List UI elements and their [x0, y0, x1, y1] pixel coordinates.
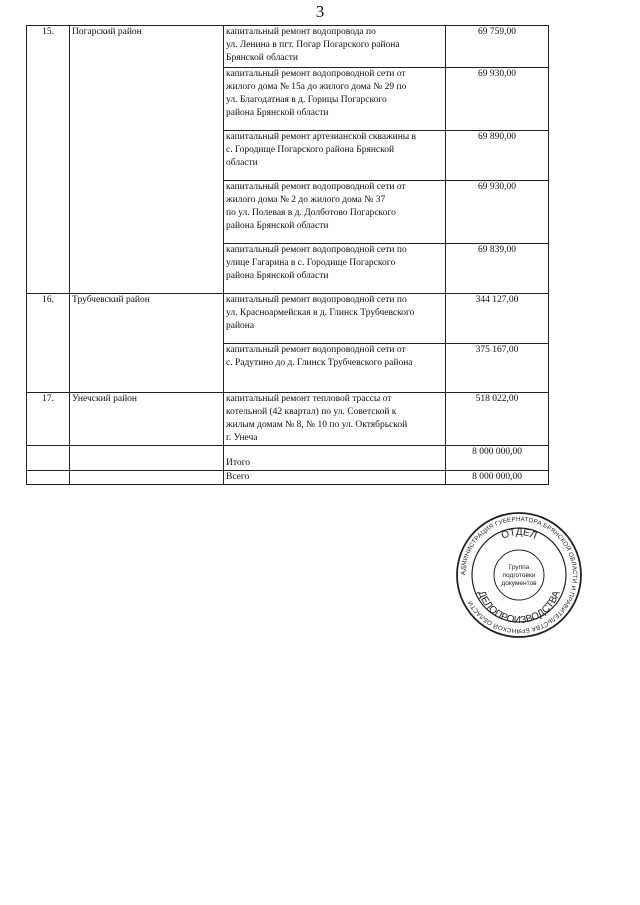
amount-cell: 375 167,00 [446, 344, 549, 393]
amount-cell: 69 890,00 [446, 131, 549, 181]
amount-cell: 69 930,00 [446, 68, 549, 131]
work-description: капитальный ремонт водопроводной сети от жилого дома № 15а до жилого дома № 29 по ул. Благодатная в д. Горицы Погарского района Брянской области [224, 68, 446, 131]
district-name: Погарский район [70, 26, 224, 294]
row-number: 17. [27, 393, 70, 446]
work-description: капитальный ремонт тепловой трассы от котельной (42 квартал) по ул. Советской к жилым домам № 8, № 10 по ул. Октябрьской г. Унеча [224, 393, 446, 446]
funding-table [26, 25, 549, 485]
seal-center-line3: документов [501, 580, 537, 587]
seal-arc-top: ОТДЕЛ [499, 526, 539, 542]
page-number: 3 [315, 2, 325, 21]
table-row [27, 26, 549, 68]
seal-center-line1: Группа [508, 564, 530, 571]
seal-arc-bottom: ДЕЛОПРОИЗВОДСТВА [475, 589, 563, 627]
district-name: Унечский район [70, 393, 224, 446]
table-row [27, 393, 549, 446]
work-description: капитальный ремонт водопроводной сети по ул. Красноармейская в д. Глинск Трубчевского района [224, 294, 446, 344]
amount-cell: 69 930,00 [446, 181, 549, 244]
work-description: капитальный ремонт водопроводной сети по улице Гагарина в с. Городище Погарского района Брянской области [224, 244, 446, 294]
work-description: капитальный ремонт водопровода по ул. Ленина в пгт. Погар Погарского района Брянской области [224, 26, 446, 68]
seal-center-line2: подготовки [502, 572, 536, 579]
amount-cell: 344 127,00 [446, 294, 549, 344]
work-description: капитальный ремонт артезианской скважины в с. Городище Погарского района Брянской области [224, 131, 446, 181]
work-description: капитальный ремонт водопроводной сети от жилого дома № 2 до жилого дома № 37 по ул. Полевая в д. Долботово Погарского района Брянской области [224, 181, 446, 244]
office-seal [455, 511, 583, 639]
itogo-amount: 8 000 000,00 [446, 446, 549, 471]
seal-ring-text: АДМИНИСТРАЦИЯ ГУБЕРНАТОРА БРЯНСКОЙ ОБЛАСТИ И ПРАВИТЕЛЬСТВА БРЯНСКОЙ ОБЛАСТИ [459, 515, 579, 635]
itogo-label: Итого [224, 446, 446, 471]
work-description: капитальный ремонт водопроводной сети от с. Радутино до д. Глинск Трубчевского района [224, 344, 446, 393]
district-name: Трубчевский район [70, 294, 224, 393]
amount-cell: 518 022,00 [446, 393, 549, 446]
vsego-amount: 8 000 000,00 [446, 471, 549, 485]
row-number: 15. [27, 26, 70, 294]
amount-cell: 69 759,00 [446, 26, 549, 68]
itogo-row [27, 446, 549, 471]
vsego-label: Всего [224, 471, 446, 485]
vsego-row [27, 471, 549, 485]
amount-cell: 69 839,00 [446, 244, 549, 294]
row-number: 16. [27, 294, 70, 393]
table-row [27, 294, 549, 344]
